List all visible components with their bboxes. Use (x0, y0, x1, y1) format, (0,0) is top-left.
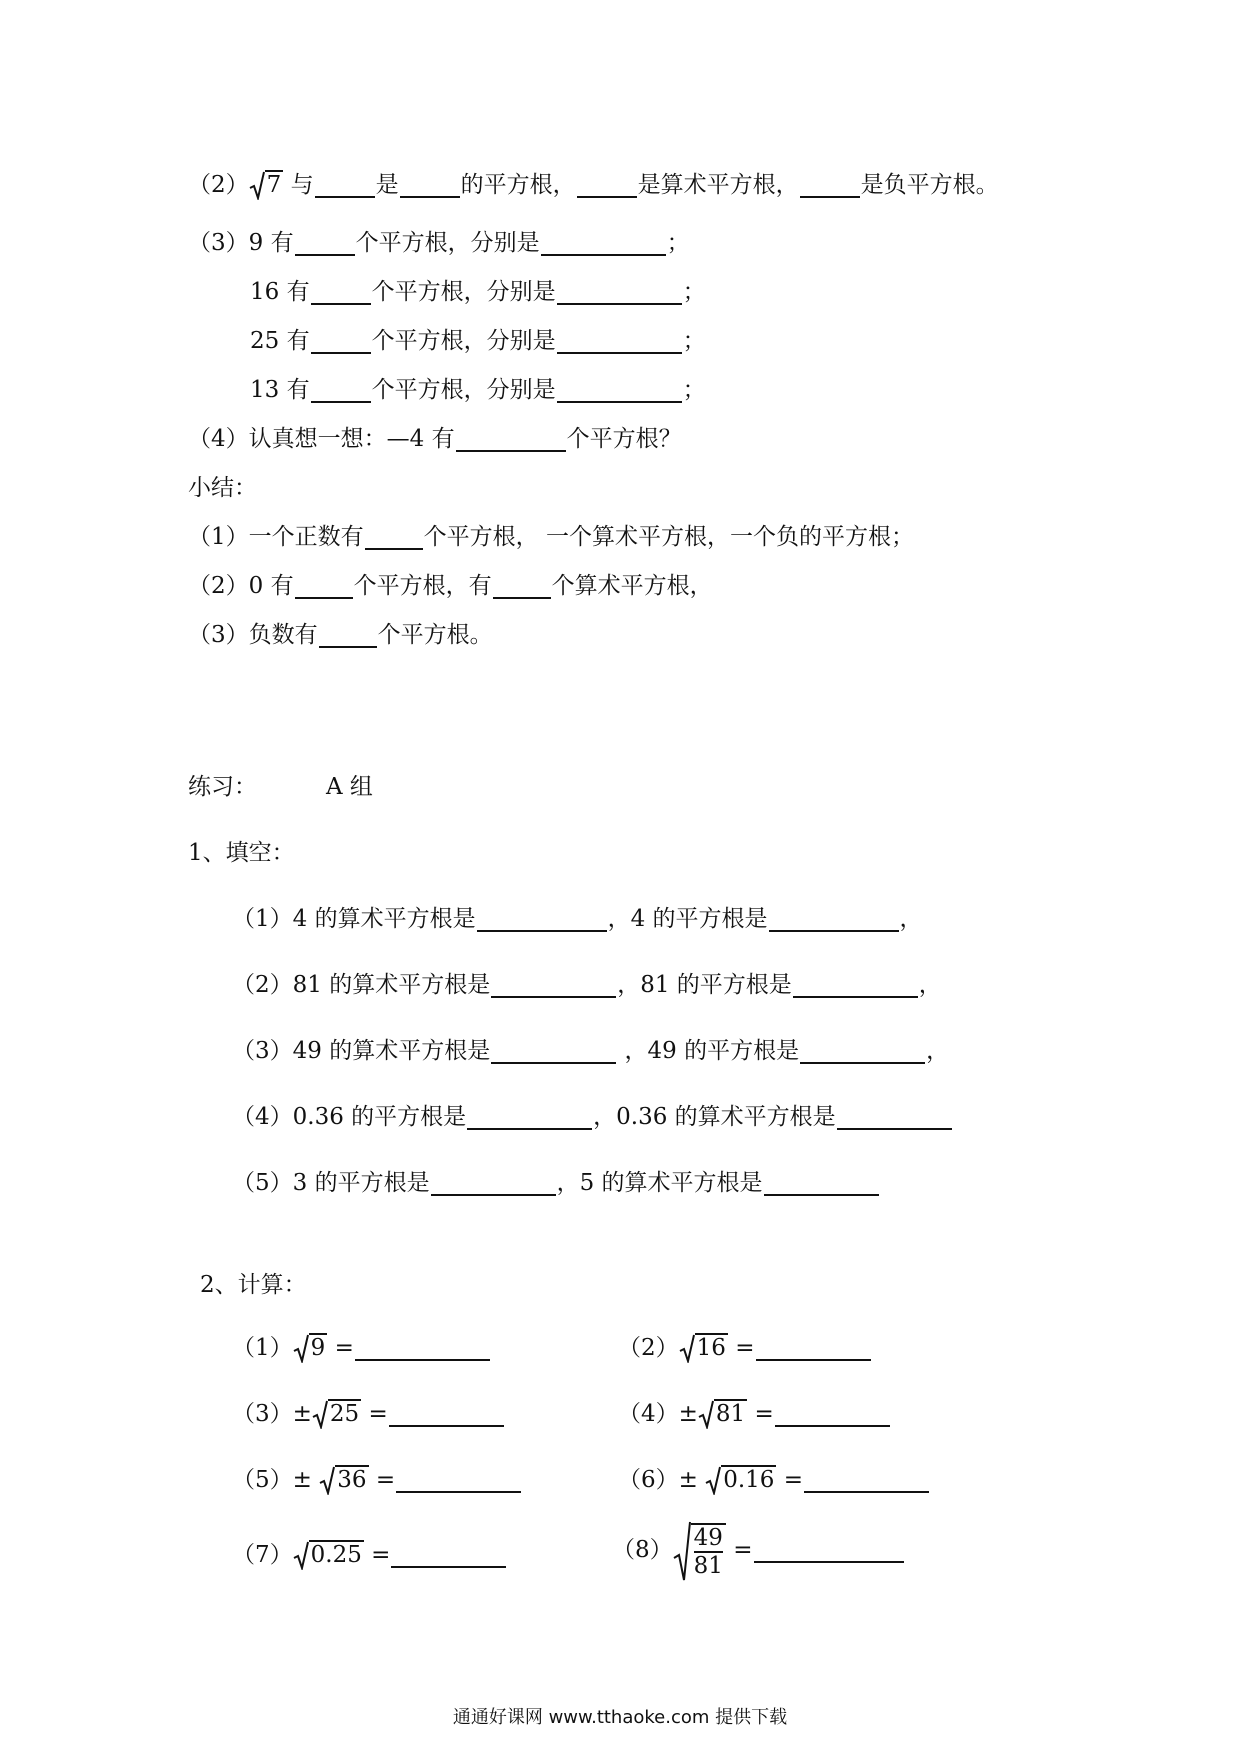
fill-line-4 (232, 1102, 953, 1132)
q4-text: （4）认真想一想：—4 有 (188, 426, 455, 452)
blank[interactable] (400, 172, 460, 198)
equals: = (754, 1401, 774, 1427)
answer-blank[interactable] (391, 1542, 506, 1568)
page-footer: 通通好课网 www.tthaoke.com 提供下载 (452, 1707, 788, 1728)
q3-mid: 个平方根，分别是 (371, 279, 556, 305)
summary-text: 个平方根， 一个算术平方根，一个负的平方根； (423, 524, 914, 550)
equals: = (375, 1467, 396, 1493)
blank[interactable] (311, 377, 371, 403)
equals: = (733, 1537, 753, 1563)
blank[interactable] (793, 972, 918, 998)
blank[interactable] (315, 172, 375, 198)
practice-group: A 组 (326, 774, 373, 800)
sqrt-icon (319, 1465, 368, 1495)
blank[interactable] (491, 972, 616, 998)
calc-1 (232, 1333, 491, 1363)
equals: = (368, 1401, 388, 1427)
blank[interactable] (319, 622, 377, 648)
fill-text: ， (918, 972, 942, 998)
answer-blank[interactable] (396, 1467, 521, 1493)
numerator: 49 (693, 1525, 723, 1551)
blank[interactable] (295, 230, 355, 256)
calc-8 (612, 1520, 905, 1582)
sqrt-icon (679, 1333, 728, 1363)
q3-mid: 个平方根，分别是 (371, 377, 556, 403)
blank[interactable] (365, 524, 423, 550)
blank[interactable] (431, 1170, 556, 1196)
summary-text: （1）一个正数有 (188, 524, 364, 550)
fill-text: ，49 的平方根是 (617, 1038, 800, 1064)
q2-t2: 是 (375, 172, 399, 198)
fill-line-3 (232, 1036, 949, 1066)
sqrt-icon (705, 1465, 776, 1495)
calc-label: （8） (612, 1537, 673, 1563)
summary-text: （2）0 有 (188, 573, 294, 599)
radicand: 16 (696, 1335, 726, 1361)
radicand: 36 (337, 1467, 367, 1493)
fill-text: （1）4 的算术平方根是 (232, 906, 476, 932)
q3-num: 25 有 (250, 328, 310, 354)
calc-3 (232, 1399, 505, 1429)
answer-blank[interactable] (775, 1401, 890, 1427)
radicand: 81 (715, 1401, 746, 1427)
q3-end: ； (682, 279, 706, 305)
calc-2 (618, 1333, 872, 1363)
q2-prefix: （2） (188, 172, 249, 198)
calc-label: （6） (618, 1467, 679, 1493)
fill-text: （3）49 的算术平方根是 (232, 1038, 491, 1064)
equals: = (334, 1335, 354, 1361)
intro-q3-row-1 (188, 228, 690, 258)
calc-7 (232, 1540, 507, 1570)
blank[interactable] (557, 279, 682, 305)
radicand: 0.16 (723, 1467, 775, 1493)
summary-text: （3）负数有 (188, 622, 318, 648)
fill-line-2 (232, 970, 942, 1000)
fill-line-1 (232, 904, 923, 934)
blank[interactable] (769, 906, 899, 932)
radicand: 25 (329, 1401, 360, 1427)
summary-text: 个平方根，有 (353, 573, 492, 599)
summary-line-2 (188, 571, 713, 601)
intro-q4 (188, 424, 682, 454)
q3-prefix: （3） (188, 230, 249, 256)
answer-blank[interactable] (389, 1401, 504, 1427)
summary-text: 个算术平方根， (551, 573, 713, 599)
equals: = (783, 1467, 804, 1493)
fill-text: （2）81 的算术平方根是 (232, 972, 491, 998)
q3-end: ； (682, 328, 706, 354)
calc-pm: ± (678, 1401, 698, 1427)
blank[interactable] (800, 1038, 925, 1064)
q3-num: 9 有 (248, 230, 294, 256)
calc-pm: ± (678, 1467, 706, 1493)
q2-t3: 的平方根， (460, 172, 576, 198)
intro-q2 (188, 170, 999, 200)
q3-num: 16 有 (250, 279, 310, 305)
answer-blank[interactable] (355, 1335, 490, 1361)
q2-t5: 是负平方根。 (860, 172, 999, 198)
fraction (691, 1523, 726, 1579)
blank[interactable] (577, 172, 637, 198)
q3-num: 13 有 (250, 377, 310, 403)
blank[interactable] (557, 377, 682, 403)
calc-label: （3） (232, 1401, 293, 1427)
q3-end: ； (682, 377, 706, 403)
blank[interactable] (295, 573, 353, 599)
blank[interactable] (491, 1038, 616, 1064)
blank[interactable] (456, 426, 566, 452)
answer-blank[interactable] (756, 1335, 871, 1361)
summary-line-3 (188, 620, 493, 650)
practice-label: 练习： (188, 774, 257, 800)
equals: = (735, 1335, 755, 1361)
fill-text: ，0.36 的算术平方根是 (593, 1104, 836, 1130)
blank[interactable] (311, 279, 371, 305)
calc-label: （4） (618, 1401, 679, 1427)
answer-blank[interactable] (754, 1537, 904, 1563)
q3-mid: 个平方根，分别是 (355, 230, 540, 256)
intro-q3-row-2 (250, 277, 706, 307)
radicand: 0.25 (310, 1542, 362, 1568)
fill-text: （4）0.36 的平方根是 (232, 1104, 467, 1130)
fill-text: ，4 的平方根是 (607, 906, 768, 932)
blank[interactable] (467, 1104, 592, 1130)
sqrt-7 (249, 170, 284, 200)
summary-text: 个平方根。 (377, 622, 493, 648)
calc-label: （7） (232, 1542, 293, 1568)
intro-q3-row-4 (250, 375, 706, 405)
sqrt-icon (698, 1399, 747, 1429)
q2-t1: 与 (290, 172, 314, 198)
blank[interactable] (477, 906, 607, 932)
intro-q3-row-3 (250, 326, 706, 356)
radicand: 9 (310, 1335, 326, 1361)
section-2-title: 2、计算： (200, 1272, 307, 1298)
q3-mid: 个平方根，分别是 (371, 328, 556, 354)
calc-label: （2） (618, 1335, 679, 1361)
calc-pm: ± (292, 1467, 320, 1493)
section-1-title: 1、填空： (188, 840, 295, 866)
blank[interactable] (837, 1104, 952, 1130)
fill-text: ，81 的平方根是 (617, 972, 792, 998)
equals: = (371, 1542, 391, 1568)
q4-end: 个平方根？ (566, 426, 682, 452)
q2-t4: 是算术平方根， (637, 172, 799, 198)
blank[interactable] (493, 573, 551, 599)
sqrt-icon (293, 1333, 328, 1363)
fill-text: ， (926, 1038, 950, 1064)
fill-text: ，5 的算术平方根是 (556, 1170, 763, 1196)
calc-pm: ± (292, 1401, 312, 1427)
blank[interactable] (764, 1170, 879, 1196)
sqrt-icon (293, 1540, 364, 1570)
blank[interactable] (800, 172, 860, 198)
fill-line-5 (232, 1168, 880, 1198)
fill-text: （5）3 的平方根是 (232, 1170, 430, 1196)
blank[interactable] (311, 328, 371, 354)
calc-label: （5） (232, 1467, 293, 1493)
calc-5 (232, 1465, 522, 1495)
summary-line-1 (188, 522, 914, 552)
fill-text: ， (899, 906, 923, 932)
q3-end: ； (666, 230, 690, 256)
blank[interactable] (557, 328, 682, 354)
sqrt-icon (312, 1399, 361, 1429)
summary-title: 小结： (188, 475, 257, 501)
radicand-7: 7 (266, 172, 282, 198)
answer-blank[interactable] (804, 1467, 929, 1493)
calc-label: （1） (232, 1335, 293, 1361)
sqrt-fraction-icon (673, 1520, 726, 1582)
blank[interactable] (541, 230, 666, 256)
calc-6 (618, 1465, 930, 1495)
calc-4 (618, 1399, 891, 1429)
denominator: 81 (693, 1553, 723, 1579)
